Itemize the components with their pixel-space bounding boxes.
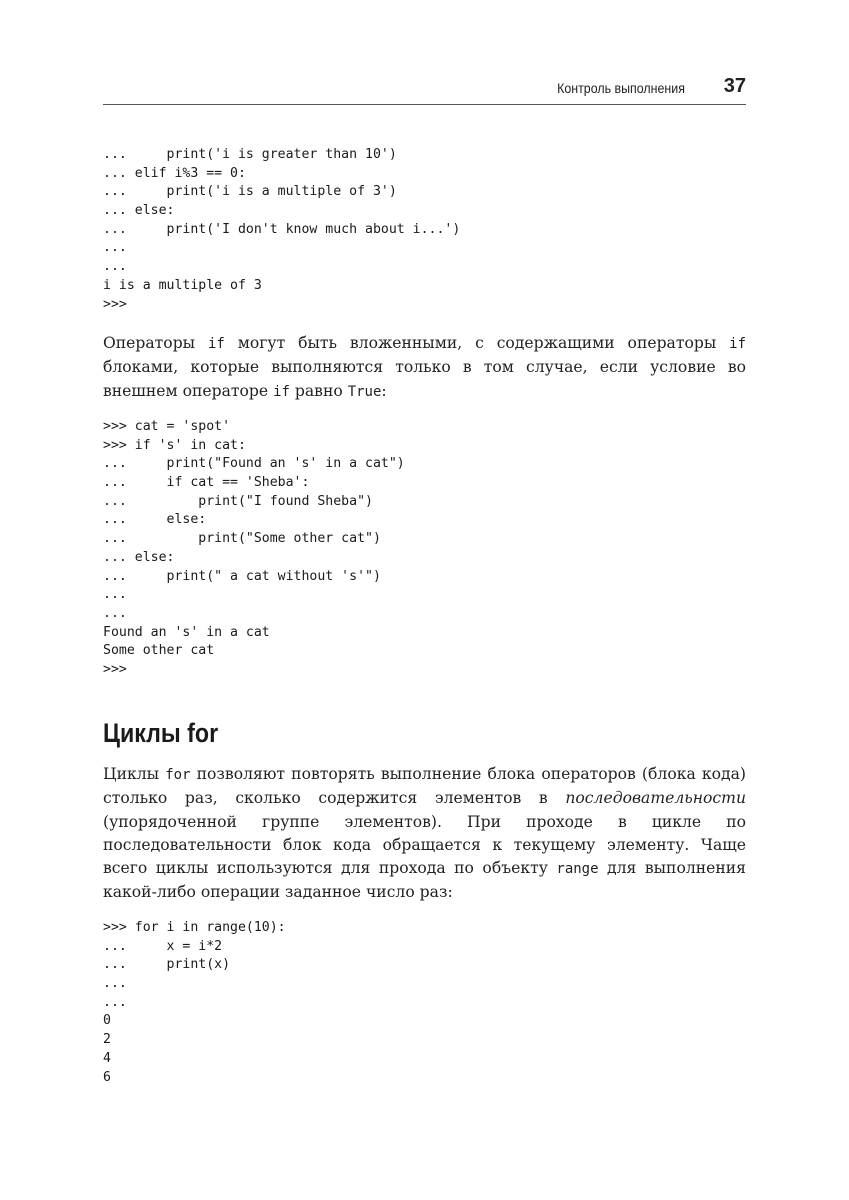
page-number: 37 [723,75,746,97]
code-line: 6 [103,1069,111,1085]
section-heading: Циклы for [103,718,219,748]
code-line: ... [103,259,127,275]
code-line: ... if cat == 'Sheba': [103,475,310,491]
inline-code: if [273,383,290,400]
code-line: 4 [103,1050,111,1066]
inline-code: for [165,767,191,783]
running-header [103,74,746,102]
code-line: Some other cat [103,643,215,659]
code-line: 0 [103,1013,111,1029]
code-block-for-range [103,919,286,1087]
paragraph-nested-if [103,332,746,404]
code-line: ... print(x) [103,957,231,973]
code-line: ... print(" a cat without 's'") [103,568,381,584]
emphasis: последовательности [565,789,746,808]
code-line: ... print('i is a multiple of 3') [103,184,397,200]
code-line: ... print("Some other cat") [103,531,381,547]
code-line: ... else: [103,512,207,528]
code-line: ... [103,605,127,621]
code-line: ... [103,976,127,992]
text: блоками, которые выполняются только в том случае, если условие во внешнем операторе [103,358,746,400]
text: позволяют повторять выполнение блока операторов (блока кода) столько раз, сколько содержится элементов в [103,765,746,808]
code-line: >>> if 's' in cat: [103,437,246,453]
code-line: ... [103,994,127,1010]
code-line: ... print("Found an 's' in a cat") [103,456,405,472]
code-line: ... print("I found Sheba") [103,493,373,509]
inline-code: range [556,861,599,878]
code-line: ... [103,587,127,603]
code-line: ... [103,240,127,256]
code-line: ... print('i is greater than 10') [103,147,397,162]
code-line: ... else: [103,549,175,565]
text: : [381,381,387,400]
paragraph-for-loops [103,763,746,905]
code-line: ... print('I don't know much about i...') [103,221,461,237]
code-line: Found an 's' in a cat [103,624,270,640]
text: (упорядоченной группе элементов). При проходе в цикле по последовательности блок кода обращается к текущему элементу. Чаще всего циклы используются для прохода по объекту [103,812,746,878]
code-line: >>> for i in range(10): [103,920,286,935]
text: могут быть вложенными, с содержащими операторы [224,334,730,352]
code-block-if-elif-else [103,146,460,314]
inline-code: if [207,336,225,352]
text: Циклы [103,765,166,783]
code-line: ... x = i*2 [103,938,223,954]
text: равно [289,381,348,400]
code-line: ... else: [103,203,175,219]
header-rule [103,104,746,105]
code-line: i is a multiple of 3 [103,277,262,293]
code-block-nested-if [103,418,405,680]
code-line: >>> [103,661,127,677]
text: для выполнения какой-либо операции заданное число раз: [103,859,746,902]
code-line: >>> [103,296,127,312]
code-line: ... elif i%3 == 0: [103,165,246,181]
running-title: Контроль выполнения [557,81,685,96]
inline-code: True [347,383,382,400]
code-line: >>> cat = 'spot' [103,419,231,434]
code-line: 2 [103,1032,111,1048]
inline-code: if [729,336,746,352]
text: Операторы [103,334,208,352]
